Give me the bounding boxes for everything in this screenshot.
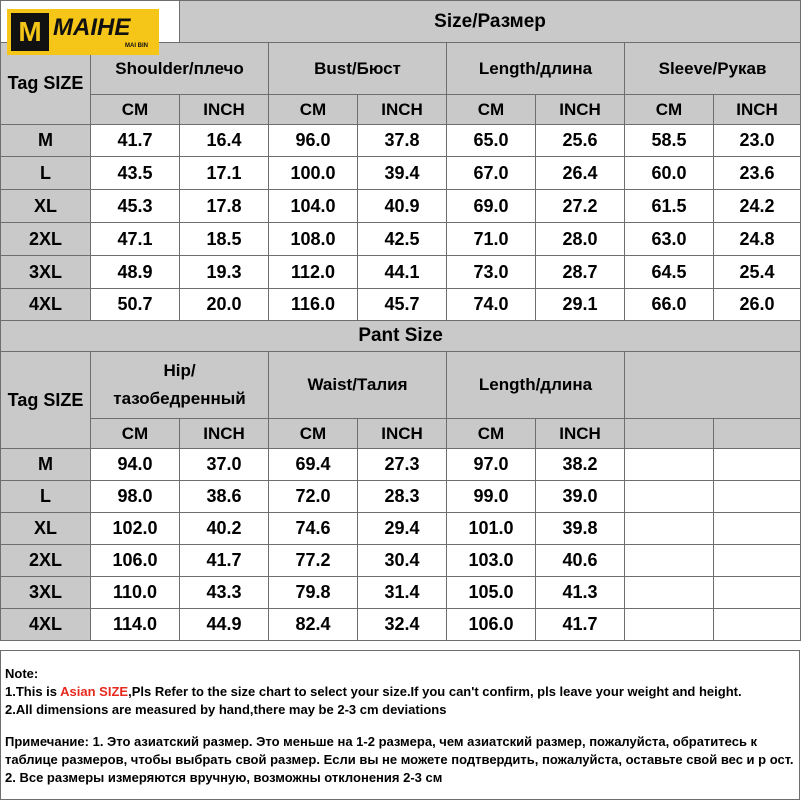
table-row	[1, 157, 801, 190]
table-cell: 38.2	[536, 449, 625, 481]
unit-header: CM	[447, 95, 536, 125]
table-cell: 116.0	[269, 289, 358, 321]
table-cell: 112.0	[269, 256, 358, 289]
logo-tagline: MAI BIN	[125, 43, 148, 49]
empty-cell	[625, 449, 714, 481]
table-cell: 73.0	[447, 256, 536, 289]
table-cell: 26.0	[714, 289, 801, 321]
table-cell: 27.2	[536, 190, 625, 223]
table-cell: 63.0	[625, 223, 714, 256]
table-cell: 77.2	[269, 545, 358, 577]
table-cell: 28.3	[358, 481, 447, 513]
empty-cell	[714, 577, 801, 609]
table-row	[1, 513, 801, 545]
size-label: 2XL	[1, 223, 91, 256]
table-cell: 45.3	[91, 190, 180, 223]
table-cell: 40.9	[358, 190, 447, 223]
empty-cell	[714, 449, 801, 481]
table-row	[1, 577, 801, 609]
table-cell: 25.4	[714, 256, 801, 289]
table-cell: 106.0	[447, 609, 536, 641]
unit-header: CM	[447, 419, 536, 449]
unit-header: CM	[269, 419, 358, 449]
table-row	[1, 125, 801, 157]
table-cell: 39.0	[536, 481, 625, 513]
size-label: 4XL	[1, 289, 91, 321]
table-cell: 17.8	[180, 190, 269, 223]
size-label: M	[1, 449, 91, 481]
table-cell: 79.8	[269, 577, 358, 609]
pant-size-table	[0, 320, 801, 641]
table-cell: 28.7	[536, 256, 625, 289]
table-cell: 104.0	[269, 190, 358, 223]
table-row	[1, 223, 801, 256]
table-cell: 25.6	[536, 125, 625, 157]
empty-cell	[625, 577, 714, 609]
table-cell: 41.7	[91, 125, 180, 157]
table-cell: 94.0	[91, 449, 180, 481]
table-cell: 18.5	[180, 223, 269, 256]
size-label: 2XL	[1, 545, 91, 577]
table-cell: 64.5	[625, 256, 714, 289]
empty-unit-header	[625, 419, 714, 449]
column-header-hip	[91, 352, 269, 419]
table-cell: 74.6	[269, 513, 358, 545]
logo-cell	[1, 1, 180, 49]
empty-header	[625, 352, 801, 419]
table-cell: 43.5	[91, 157, 180, 190]
notes-panel	[0, 650, 800, 800]
empty-cell	[714, 481, 801, 513]
table-cell: 41.7	[536, 609, 625, 641]
tag-size-header: Tag SIZE	[1, 43, 91, 125]
asian-size-highlight: Asian SIZE	[60, 684, 129, 699]
table-cell: 67.0	[447, 157, 536, 190]
unit-header: INCH	[358, 95, 447, 125]
table-cell: 102.0	[91, 513, 180, 545]
table-cell: 26.4	[536, 157, 625, 190]
column-header-length: Length/длина	[447, 43, 625, 95]
table-cell: 110.0	[91, 577, 180, 609]
unit-header-row	[1, 95, 801, 125]
table-cell: 29.4	[358, 513, 447, 545]
table-cell: 39.4	[358, 157, 447, 190]
size-label: XL	[1, 190, 91, 223]
table-cell: 43.3	[180, 577, 269, 609]
table-cell: 39.8	[536, 513, 625, 545]
table-cell: 17.1	[180, 157, 269, 190]
table-cell: 74.0	[447, 289, 536, 321]
size-label: L	[1, 481, 91, 513]
pant-size-title: Pant Size	[1, 321, 801, 352]
unit-header: INCH	[358, 419, 447, 449]
table-cell: 105.0	[447, 577, 536, 609]
unit-header: CM	[269, 95, 358, 125]
table-cell: 69.0	[447, 190, 536, 223]
table-cell: 69.4	[269, 449, 358, 481]
table-cell: 50.7	[91, 289, 180, 321]
table-cell: 65.0	[447, 125, 536, 157]
empty-cell	[625, 481, 714, 513]
hip-label-line1: Hip/	[163, 361, 196, 380]
column-header-bust: Bust/Бюст	[269, 43, 447, 95]
table-cell: 28.0	[536, 223, 625, 256]
table-row	[1, 256, 801, 289]
unit-header: INCH	[180, 419, 269, 449]
table-cell: 47.1	[91, 223, 180, 256]
logo-badge: M	[11, 13, 49, 51]
table-cell: 44.1	[358, 256, 447, 289]
empty-cell	[625, 609, 714, 641]
size-chart-title: Size/Размер	[180, 1, 801, 43]
table-cell: 30.4	[358, 545, 447, 577]
unit-header: INCH	[714, 95, 801, 125]
table-cell: 19.3	[180, 256, 269, 289]
table-cell: 23.6	[714, 157, 801, 190]
column-header-length: Length/длина	[447, 352, 625, 419]
note-line-1-suffix: ,Pls Refer to the size chart to select your size.If you can't confirm, pls leave your weight and height.	[128, 684, 742, 699]
table-cell: 66.0	[625, 289, 714, 321]
table-cell: 42.5	[358, 223, 447, 256]
table-cell: 60.0	[625, 157, 714, 190]
unit-header: INCH	[180, 95, 269, 125]
table-cell: 98.0	[91, 481, 180, 513]
note-label: Note:	[5, 666, 39, 681]
unit-header: INCH	[536, 419, 625, 449]
column-header-waist: Waist/Талия	[269, 352, 447, 419]
unit-header: CM	[625, 95, 714, 125]
table-row	[1, 609, 801, 641]
empty-cell	[714, 545, 801, 577]
table-cell: 44.9	[180, 609, 269, 641]
logo-brand-text: MAIHE	[53, 14, 131, 41]
empty-cell	[625, 513, 714, 545]
hip-label-line2: тазобедренный	[113, 389, 246, 408]
table-cell: 40.6	[536, 545, 625, 577]
empty-unit-header	[714, 419, 801, 449]
note-line-2: 2.All dimensions are measured by hand,there may be 2-3 cm deviations	[5, 702, 447, 717]
table-cell: 48.9	[91, 256, 180, 289]
table-cell: 32.4	[358, 609, 447, 641]
table-cell: 114.0	[91, 609, 180, 641]
empty-cell	[714, 609, 801, 641]
size-label: 3XL	[1, 256, 91, 289]
table-cell: 37.8	[358, 125, 447, 157]
table-cell: 108.0	[269, 223, 358, 256]
note-line-1-prefix: 1.This is	[5, 684, 61, 699]
table-cell: 99.0	[447, 481, 536, 513]
table-cell: 58.5	[625, 125, 714, 157]
table-cell: 29.1	[536, 289, 625, 321]
table-cell: 82.4	[269, 609, 358, 641]
empty-cell	[714, 513, 801, 545]
table-cell: 100.0	[269, 157, 358, 190]
table-row	[1, 545, 801, 577]
unit-header-row	[1, 419, 801, 449]
size-label: M	[1, 125, 91, 157]
size-label: 4XL	[1, 609, 91, 641]
column-header-shoulder: Shoulder/плечо	[91, 43, 269, 95]
tag-size-header: Tag SIZE	[1, 352, 91, 449]
table-cell: 31.4	[358, 577, 447, 609]
table-cell: 24.2	[714, 190, 801, 223]
top-size-table	[0, 0, 801, 321]
table-cell: 101.0	[447, 513, 536, 545]
size-label: XL	[1, 513, 91, 545]
note-line-1	[1, 683, 799, 701]
table-row	[1, 289, 801, 321]
table-cell: 61.5	[625, 190, 714, 223]
table-cell: 16.4	[180, 125, 269, 157]
note-russian: Примечание: 1. Это азиатский размер. Это меньше на 1-2 размера, чем азиатский размер, пожалуйста, обратитесь к таблице размеров, чтобы выбрать свой размер. Если вы не можете подтвердить, пожалуйста, оставьте свой вес и р ост. 2. Все размеры измеряются вручную, возможны отклонения 2-3 см	[5, 734, 794, 785]
table-cell: 27.3	[358, 449, 447, 481]
size-label: L	[1, 157, 91, 190]
column-header-sleeve: Sleeve/Рукав	[625, 43, 801, 95]
table-cell: 106.0	[91, 545, 180, 577]
table-cell: 40.2	[180, 513, 269, 545]
table-cell: 24.8	[714, 223, 801, 256]
table-row	[1, 481, 801, 513]
table-cell: 71.0	[447, 223, 536, 256]
table-cell: 20.0	[180, 289, 269, 321]
table-cell: 37.0	[180, 449, 269, 481]
table-cell: 45.7	[358, 289, 447, 321]
table-cell: 41.3	[536, 577, 625, 609]
table-cell: 38.6	[180, 481, 269, 513]
table-cell: 97.0	[447, 449, 536, 481]
table-cell: 96.0	[269, 125, 358, 157]
unit-header: INCH	[536, 95, 625, 125]
brand-logo	[7, 9, 159, 55]
empty-cell	[625, 545, 714, 577]
table-cell: 41.7	[180, 545, 269, 577]
table-cell: 103.0	[447, 545, 536, 577]
table-row	[1, 449, 801, 481]
table-cell: 23.0	[714, 125, 801, 157]
table-row	[1, 190, 801, 223]
size-label: 3XL	[1, 577, 91, 609]
table-cell: 72.0	[269, 481, 358, 513]
unit-header: CM	[91, 419, 180, 449]
unit-header: CM	[91, 95, 180, 125]
